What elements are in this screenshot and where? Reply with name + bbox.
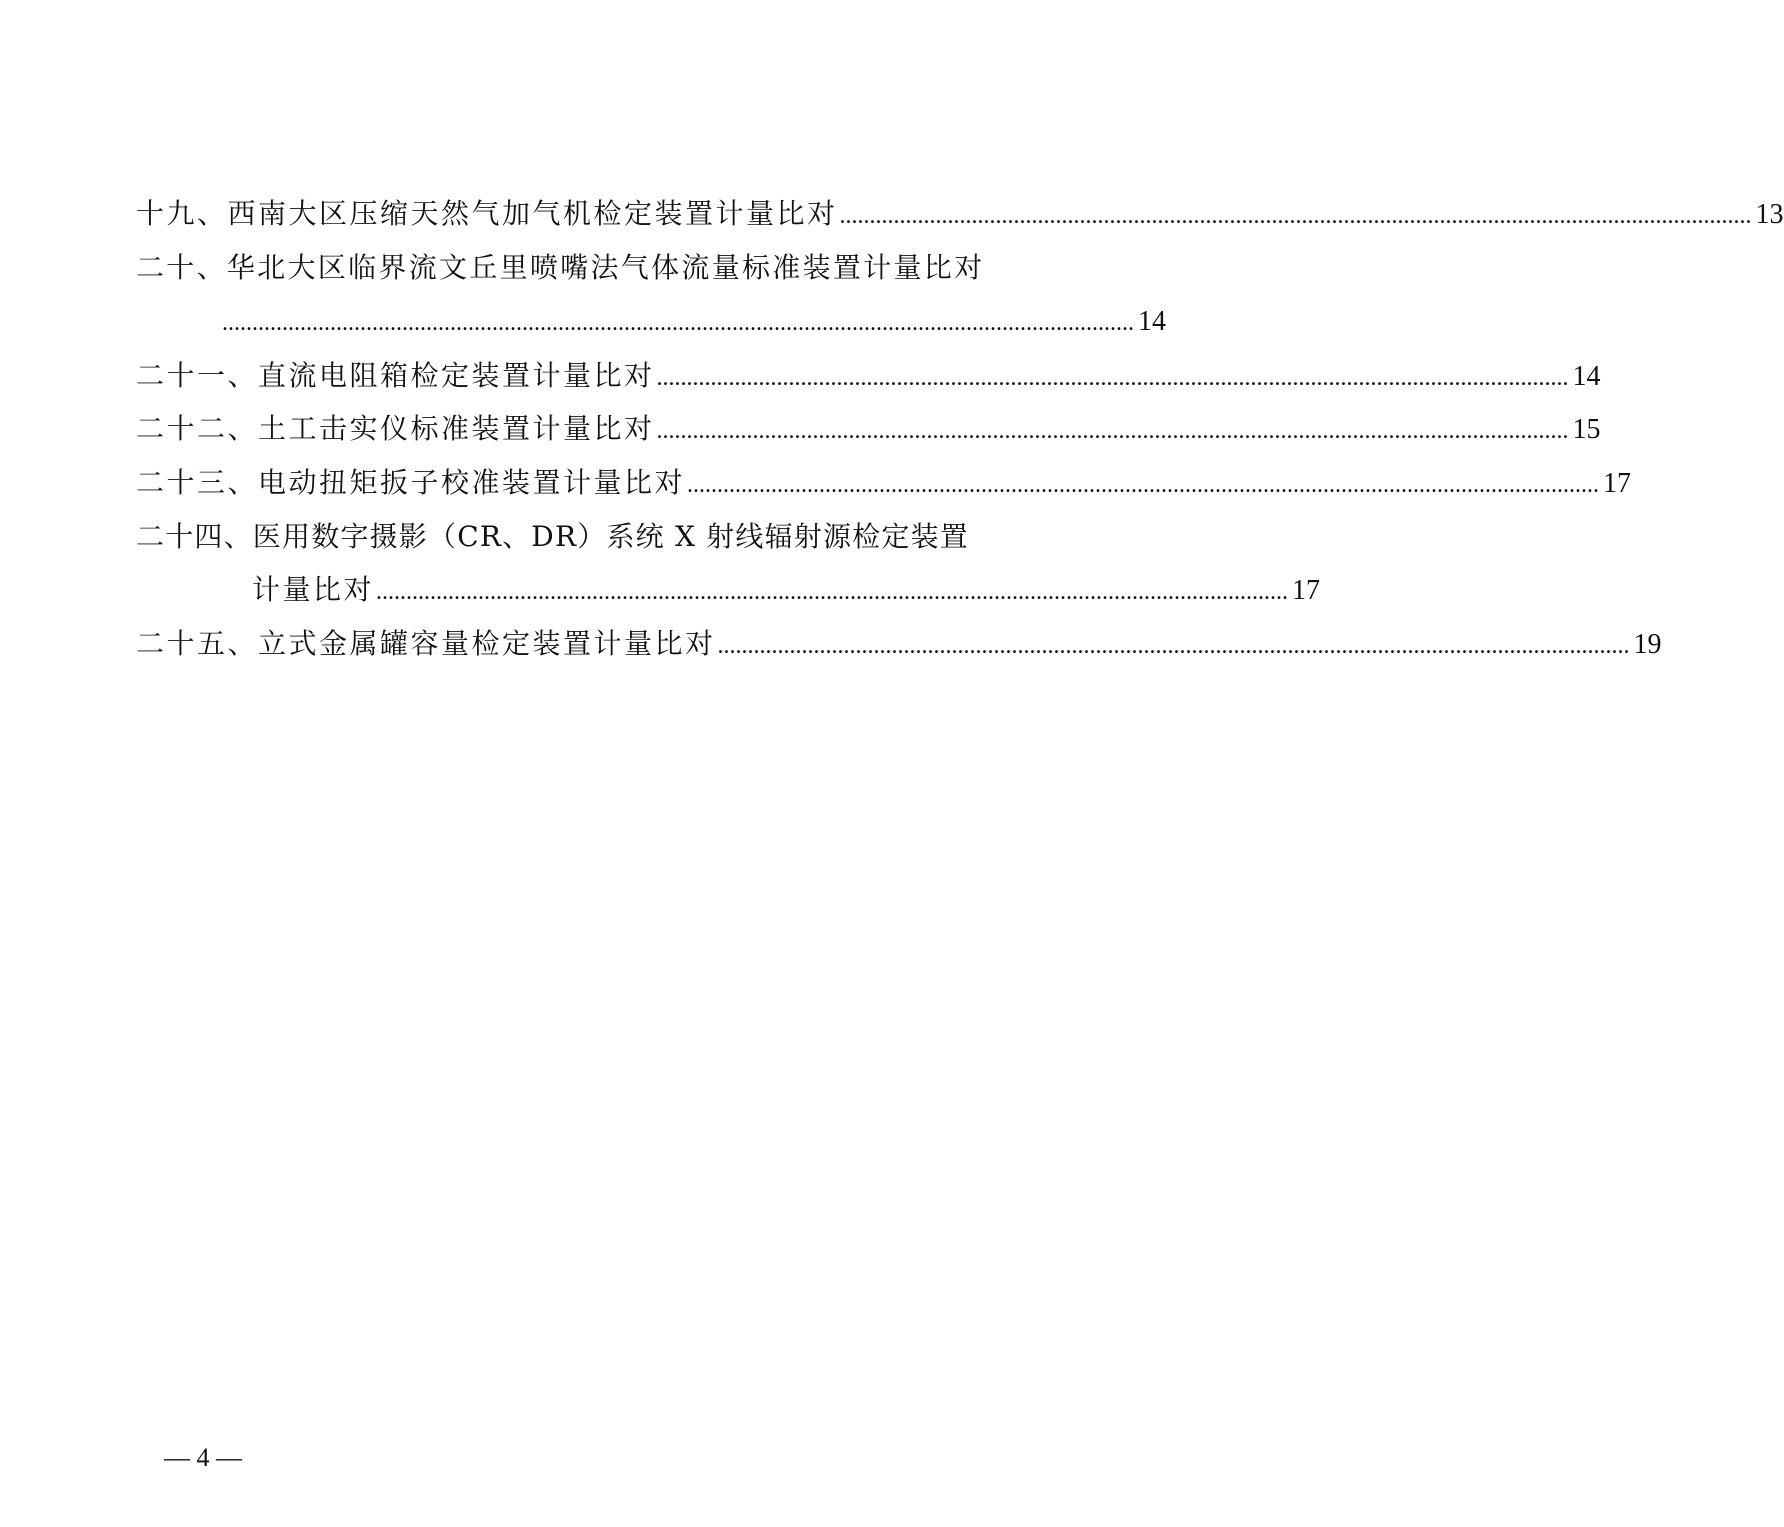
toc-entry-title: 二十五、立式金属罐容量检定装置计量比对: [136, 627, 716, 660]
toc-entry-title: 二十四、医用数字摄影（CR、DR）系统 X 射线辐射源检定装置: [136, 520, 969, 553]
toc-entry-page: 19: [1633, 629, 1662, 660]
toc-leader-dots: ........................................................................................................................................................: [656, 365, 1569, 391]
toc-entry-title: 二十一、直流电阻箱检定装置计量比对: [136, 359, 655, 392]
toc-entry: [136, 246, 985, 290]
toc-entry-page: 17: [1292, 575, 1321, 606]
toc-entry-title: 计量比对: [252, 573, 375, 606]
toc-entry: [136, 461, 1632, 505]
toc-leader-dots: ........................................................................................................................................................: [687, 472, 1600, 498]
toc-entry-title: 二十三、电动扭矩扳子校准装置计量比对: [136, 466, 686, 499]
toc-entry: [136, 354, 1601, 398]
toc-entry-title: 二十二、土工击实仪标准装置计量比对: [136, 412, 655, 445]
toc-entry-title: 十九、西南大区压缩天然气加气机检定装置计量比对: [136, 197, 838, 230]
toc-entry: [136, 192, 1784, 236]
toc-entry-page: 13: [1755, 199, 1784, 230]
toc-entry-page: 15: [1572, 414, 1601, 445]
toc-leader-dots: ........................................................................................................................................................: [717, 633, 1630, 659]
toc-entry: [136, 407, 1601, 451]
toc-leader-dots: ........................................................................................................................................................: [656, 418, 1569, 444]
toc-leader-dots: ........................................................................................................................................................: [222, 310, 1134, 336]
toc-entry-page: 14: [1138, 306, 1166, 337]
toc-entry-title: 二十、华北大区临界流文丘里喷嘴法气体流量标准装置计量比对: [136, 251, 985, 284]
toc-entry: [136, 622, 1662, 666]
toc-leader-dots: ........................................................................................................................................................: [376, 579, 1289, 605]
toc-leader-dots: ........................................................................................................................................................: [839, 203, 1752, 229]
toc-entry-page: 14: [1572, 361, 1601, 392]
toc-entry-continuation: [252, 568, 1321, 612]
toc-entry: [136, 515, 969, 559]
toc-entry-page: 17: [1603, 468, 1632, 499]
toc-entry-continuation: [222, 300, 1166, 344]
page-number: — 4 —: [164, 1443, 242, 1472]
